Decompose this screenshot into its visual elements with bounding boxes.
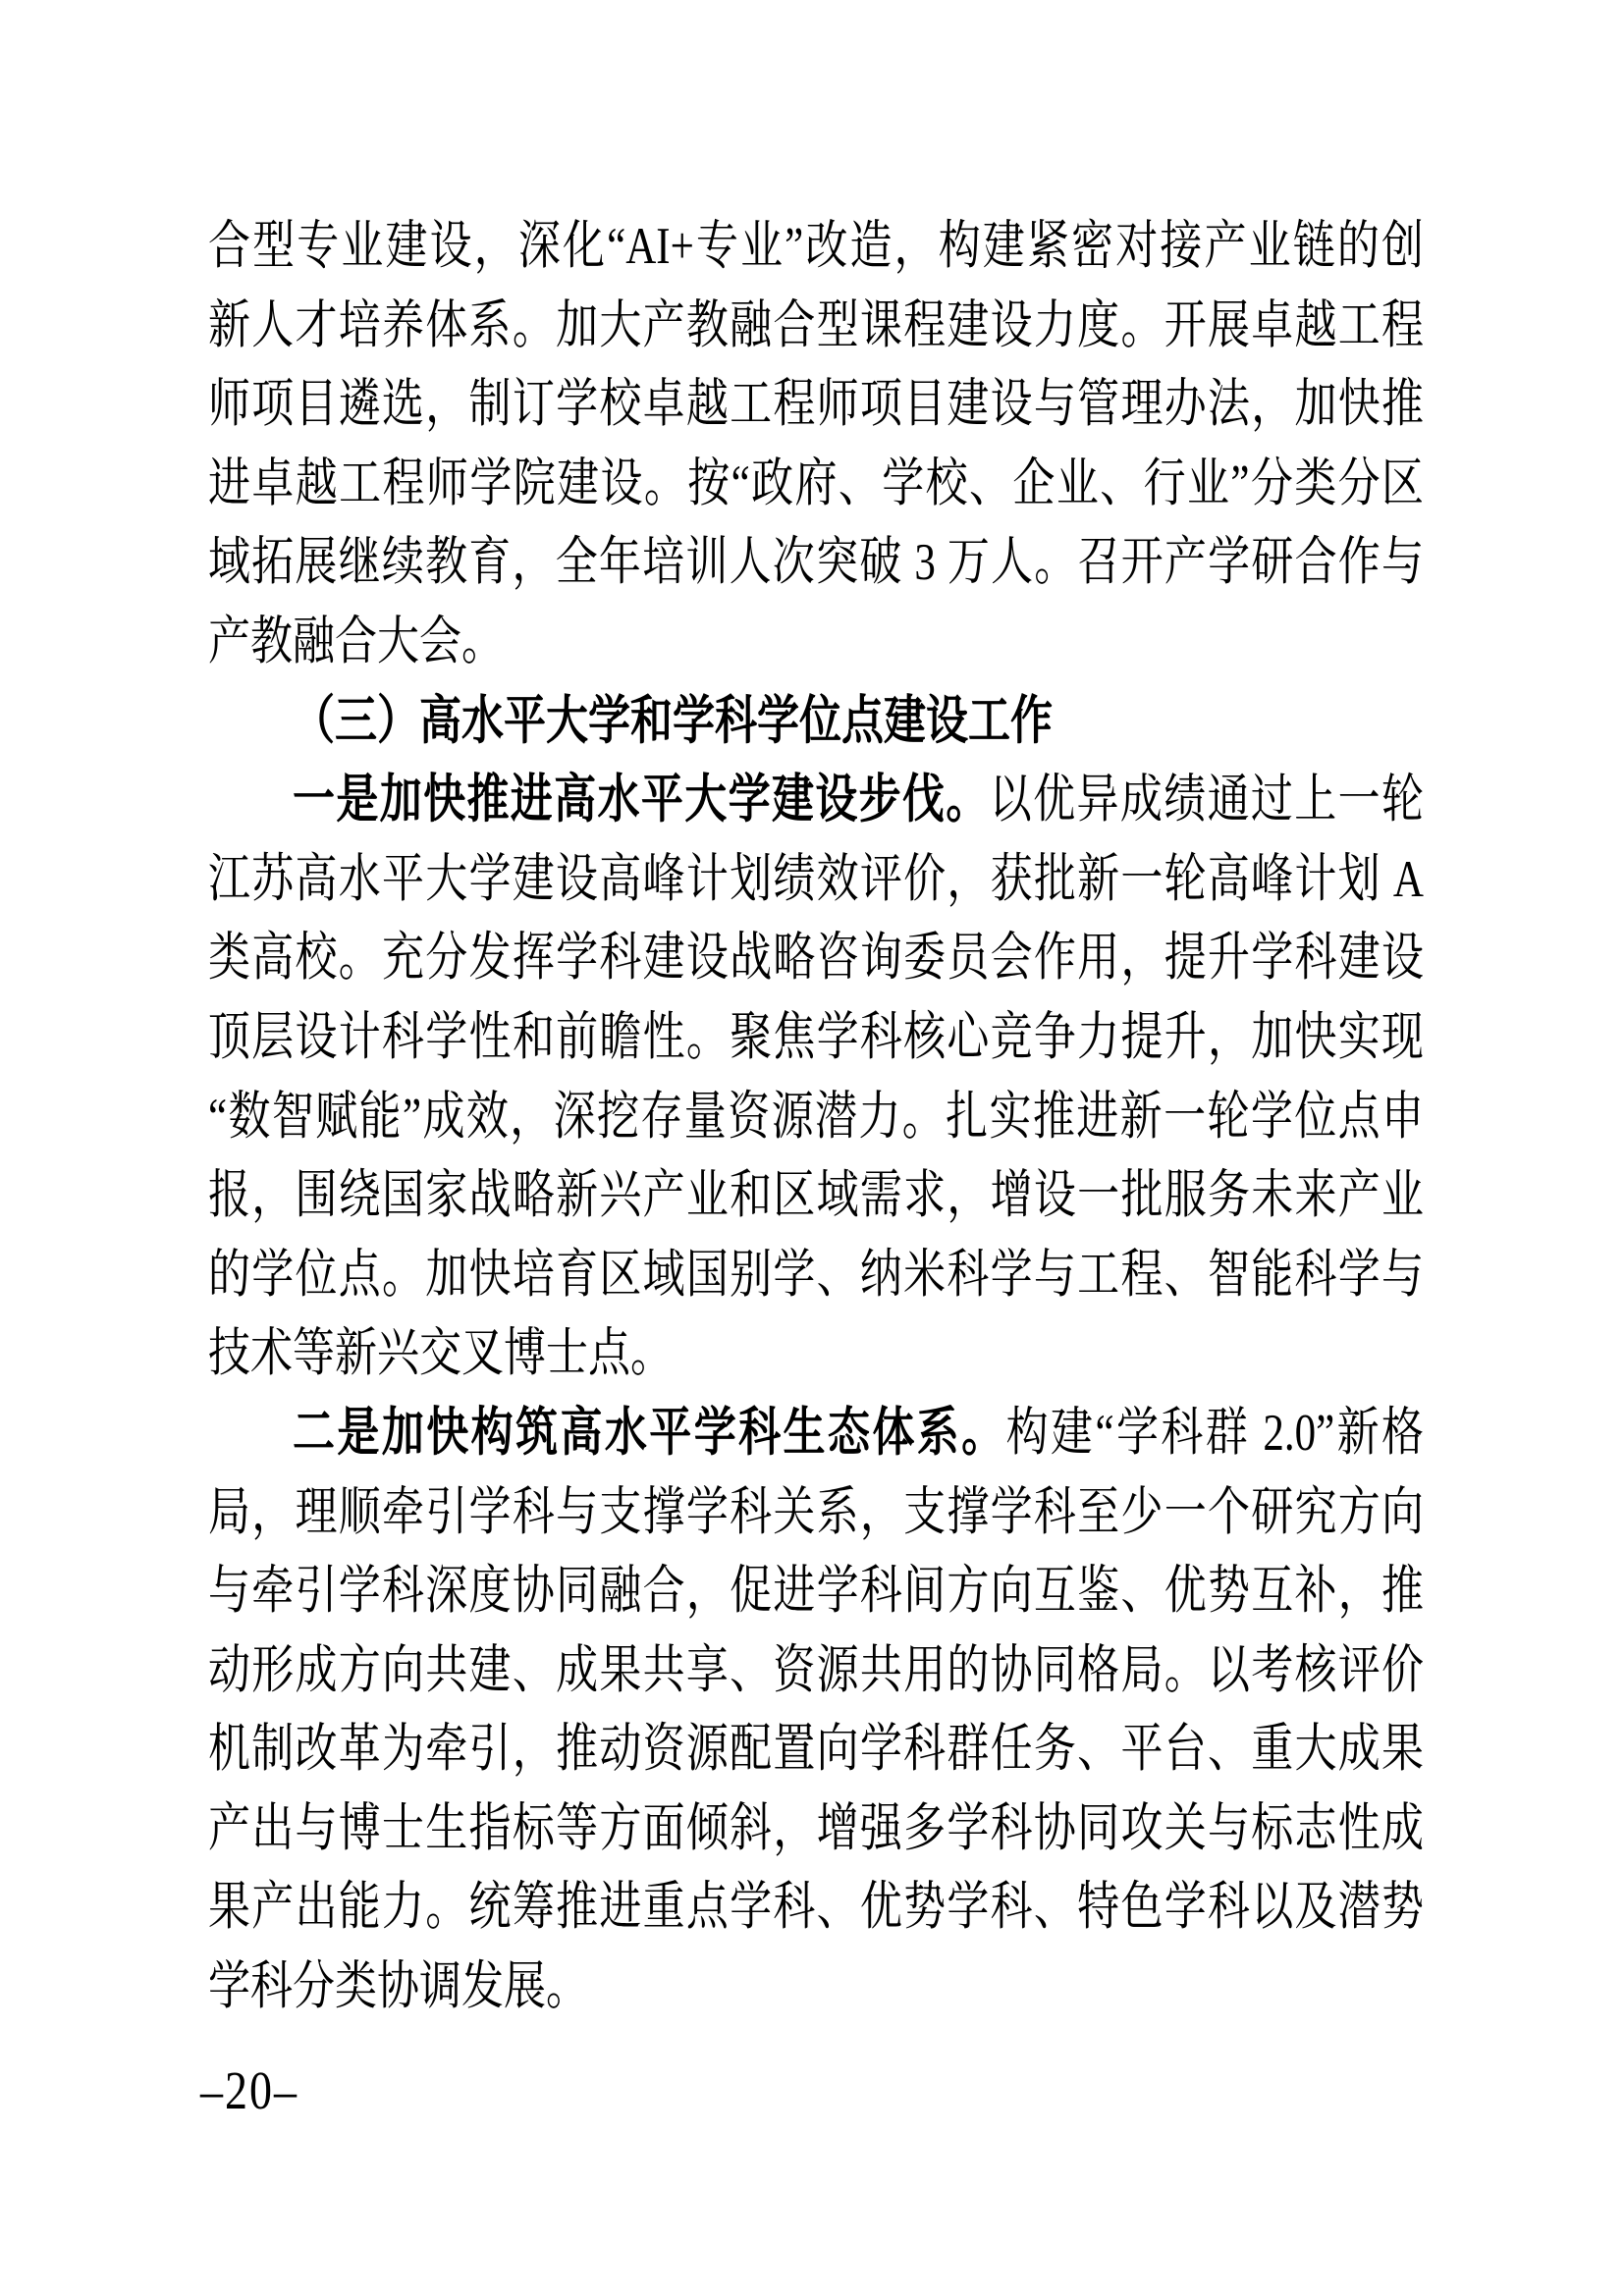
line-text: 构建“学科群 2.0”新格 — [1005, 1405, 1425, 1463]
line-text: 果产出能力。统筹推进重点学科、优势学科、特色学科以及潜势 — [208, 1879, 1424, 1937]
line-text: 师项目遴选，制订学校卓越工程师项目建设与管理办法，加快推 — [208, 376, 1424, 434]
section-heading-text: （三）高水平大学和学科学位点建设工作 — [293, 692, 1053, 751]
line-text: 机制改革为牵引，推动资源配置向学科群任务、平台、重大成果 — [208, 1721, 1424, 1779]
line-text: 江苏高水平大学建设高峰计划绩效评价，获批新一轮高峰计划 A — [208, 850, 1424, 909]
page-number: –20– — [200, 2059, 298, 2120]
line-text: 合型专业建设，深化“AI+专业”改造，构建紧密对接产业链的创 — [208, 218, 1424, 276]
line-text: 与牵引学科深度协同融合，促进学科间方向互鉴、优势互补，推 — [208, 1563, 1424, 1621]
document-body — [208, 208, 1424, 2028]
line-text: 顶层设计科学性和前瞻性。聚焦学科核心竞争力提升，加快实现 — [208, 1009, 1424, 1067]
line-text: 技术等新兴交叉博士点。 — [208, 1325, 673, 1383]
line-text: 动形成方向共建、成果共享、资源共用的协同格局。以考核评价 — [208, 1641, 1424, 1700]
bold-lead-in: 二是加快构筑高水平学科生态体系。 — [293, 1405, 1006, 1463]
line-text: 局，理顺牵引学科与支撑学科关系，支撑学科至少一个研究方向 — [208, 1483, 1424, 1541]
line-text: 以优异成绩通过上一轮 — [989, 772, 1425, 829]
line-text: 类高校。充分发挥学科建设战略咨询委员会作用，提升学科建设 — [208, 930, 1424, 988]
line-text: 产出与博士生指标等方面倾斜，增强多学科协同攻关与标志性成 — [208, 1800, 1424, 1858]
line-text: 报，围绕国家战略新兴产业和区域需求，增设一批服务未来产业 — [208, 1167, 1424, 1225]
line-text: 的学位点。加快培育区域国别学、纳米科学与工程、智能科学与 — [208, 1246, 1424, 1305]
line-text: 域拓展继续教育，全年培训人次突破 3 万人。召开产学研合作与 — [208, 534, 1424, 592]
line-text: “数智赋能”成效，深挖存量资源潜力。扎实推进新一轮学位点申 — [208, 1088, 1424, 1146]
line-text: 产教融合大会。 — [208, 614, 504, 671]
line-text: 新人才培养体系。加大产教融合型课程建设力度。开展卓越工程 — [208, 296, 1424, 355]
bold-lead-in: 一是加快推进高水平大学建设步伐。 — [293, 772, 990, 829]
text-line — [208, 1939, 1424, 2037]
line-text: 进卓越工程师学院建设。按“政府、学校、企业、行业”分类分区 — [208, 454, 1424, 513]
line-text: 学科分类协调发展。 — [208, 1958, 588, 2016]
